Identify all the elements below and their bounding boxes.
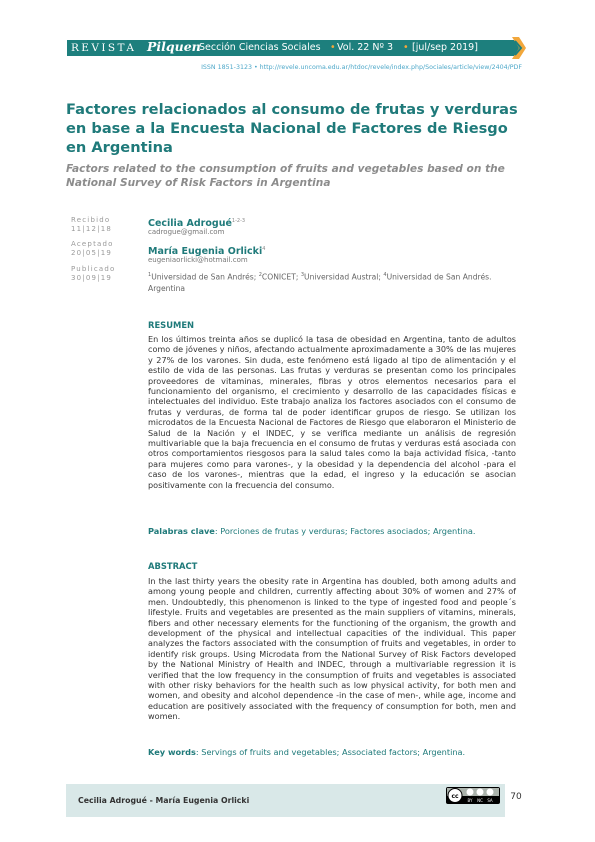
received-date: 11|12|18 [71,225,113,233]
author-name-text: Cecilia Adrogué [148,218,232,230]
author-name-text: María Eugenia Orlicki [148,246,263,258]
affil-text: Universidad de San Andrés; [151,272,259,282]
abstract-heading: ABSTRACT [148,561,198,571]
affil-marker: 4 [383,272,387,278]
accepted-date: 20|05|19 [71,249,113,257]
resumen-text: En los últimos treinta años se duplicó la tasa de obesidad en Argentina, tanto de adultos como de jóvenes y niños, afectando actualmente aproximadamente a 30% de las mujeres y 27% de los varones. Sin duda, este fenómeno está ligado al tipo de alimentación y el estilo de vida de las personas. Las frutas y verduras se presentan como los principales proveedores de vitaminas, minerales, fibras y otros elementos necesarios para el funcionamiento del organismo, el crecimiento y desarrollo de las capacidades físicas e intelectuales del individuo. Este trabajo analiza los factores asociados con el consumo de frutas y verduras, de forma tal de poder identificar grupos de riesgo. Se utilizan los microdatos de la Encuesta Nacional de Factores de Riesgo que elaboraron el Ministerio de Salud de la Nación y el INDEC, y se verifica mediante un análisis de regresión multivariable que la baja frecuencia en el consumo de frutas y verduras está asociada con otros comportamientos riesgosos para la salud tales como la baja actividad física, -tanto para mujeres como para varones-, y la obesidad y la dependencia del alcohol -para el caso de los varones-, mientras que la edad, el ingreso y la educación se asocian positivamente con la frecuencia del consumo. [148,334,516,490]
bullet-icon: • [330,42,336,53]
pilquen-logo: Pilquen [147,39,201,54]
resumen-heading: RESUMEN [148,320,195,330]
chevron-decoration-icon [512,37,526,59]
section-name: Sección Ciencias Sociales [199,42,321,53]
author-affiliation-marker: 1-2-3 [231,218,246,224]
affil-text: Universidad Austral; [304,272,384,282]
keywords-label: Palabras clave [148,526,215,536]
published-date: 30|09|19 [71,274,113,282]
issn-url-line[interactable]: ISSN 1851-3123 • http://revele.uncoma.edu.ar/htdoc/revele/index.php/Sociales/article/view/2404/PDF [201,64,522,71]
author-affiliation-marker: 4 [262,246,266,252]
affiliations [148,270,518,294]
page-number: 70 [510,792,522,802]
abstract-text: In the last thirty years the obesity rate in Argentina has doubled, both among adults and among young people and children, currently affecting about 30% of women and 27% of men. Undoubtedly, this phenomenon is linked to the type of ingested food and people´s lifestyle. Fruits and vegetables are presented as the main suppliers of vitamins, minerals, fibers and other necessary elements for the functioning of the organism, the growth and development of the physical and intellectual capacities of the individual. This paper analyzes the factors associated with the consumption of fruits and vegetables, in order to identify risk groups. Using Microdata from the National Survey of Risk Factors developed by the National Ministry of Health and INDEC, through a multivariable regression it is verified that the low frequency in the consumption of fruits and vegetables is associated with other risky behaviors for the health such as low physical activity, for both men and women, and obesity and alcohol dependence -in the case of men-, while age, income and education are positively associated with the frequency of consumption for both, men and women. [148,576,516,722]
by-label: BY [467,798,473,803]
palabras-clave [148,526,518,537]
affil-text: CONICET; [261,272,301,282]
keywords-label: Key words [148,747,196,757]
received-label: Recibido [71,216,111,224]
key-words [148,747,518,758]
journal-header-band [67,40,519,56]
journal-logo: REVISTA [71,42,137,54]
cc-by-nc-sa-icon[interactable] [446,787,500,804]
sa-label: SA [487,798,493,803]
affil-marker: 1 [148,272,152,278]
author-email[interactable]: cadrogue@gmail.com [148,228,225,236]
author-email[interactable]: eugeniaorlicki@hotmail.com [148,256,248,264]
bullet-icon: • [403,42,409,53]
article-subtitle: Factors related to the consumption of fruits and vegetables based on the National Survey of Risk Factors in Argentina [66,163,505,189]
keywords-list: : Porciones de frutas y verduras; Factores asociados; Argentina. [214,526,476,536]
published-label: Publicado [71,265,116,273]
cc-label: cc [451,793,459,800]
affil-marker: 2 [258,272,262,278]
affil-marker: 3 [300,272,305,278]
article-title: Factores relacionados al consumo de frutas y verduras en base a la Encuesta Nacional de Factores de Riesgo en Argentina [66,101,518,156]
issue-date: [jul/sep 2019] [412,42,478,53]
keywords-list: : Servings of fruits and vegetables; Associated factors; Argentina. [195,747,466,757]
accepted-label: Aceptado [71,240,114,248]
volume-number: Vol. 22 Nº 3 [337,42,394,53]
nc-label: NC [477,798,483,803]
footer-authors: Cecilia Adrogué - María Eugenia Orlicki [78,796,250,805]
affil-text: Universidad de San Andrés. Argentina [148,272,492,293]
